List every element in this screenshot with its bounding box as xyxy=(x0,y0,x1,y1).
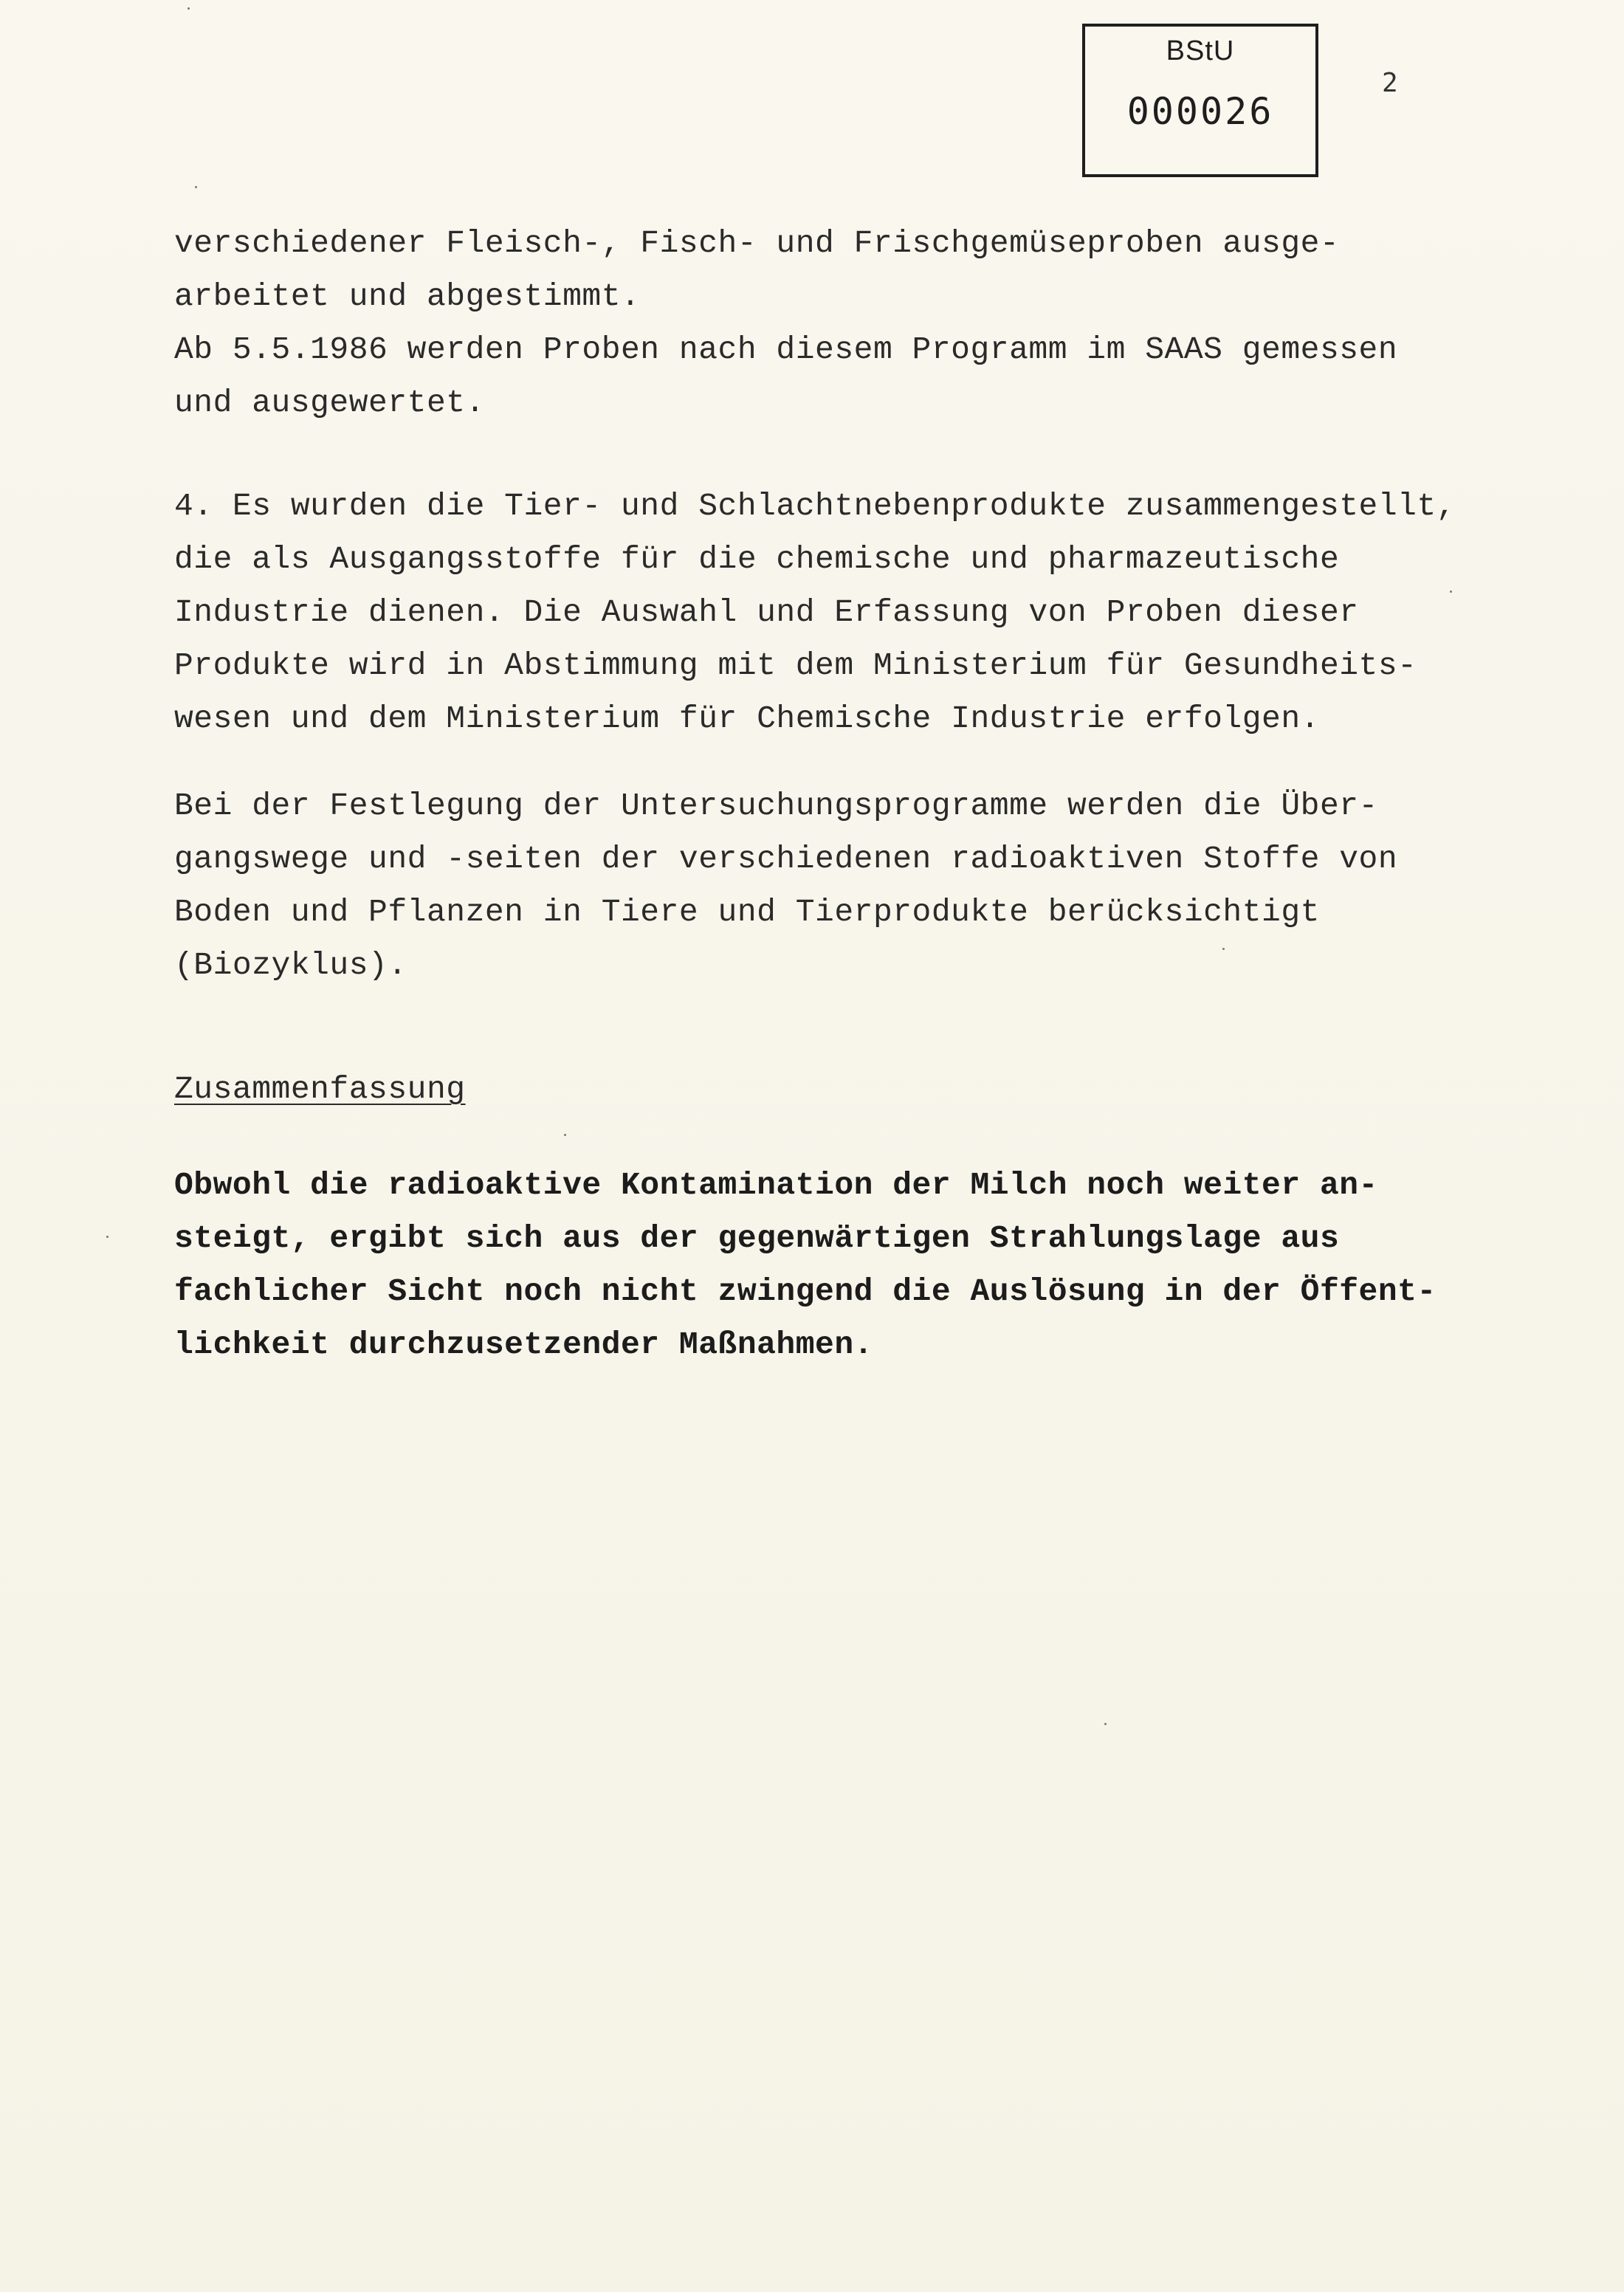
summary-heading: Zusammenfassung xyxy=(174,1071,466,1107)
paper-speck xyxy=(187,7,190,10)
text-line: Industrie dienen. Die Auswahl und Erfassung von Proben dieser xyxy=(174,594,1359,630)
text-line: Ab 5.5.1986 werden Proben nach diesem Programm im SAAS gemessen xyxy=(174,331,1398,368)
stamp-number: 000026 xyxy=(1126,90,1274,133)
text-line: Bei der Festlegung der Untersuchungsprogramme werden die Über- xyxy=(174,788,1378,824)
text-line: lichkeit durchzusetzender Maßnahmen. xyxy=(174,1326,873,1363)
paper-speck xyxy=(106,1236,109,1238)
paper-speck xyxy=(564,1134,566,1136)
text-line: Boden und Pflanzen in Tiere und Tierprodukte berücksichtigt xyxy=(174,894,1320,930)
page-number: 2 xyxy=(1382,68,1398,98)
text-line: gangswege und -seiten der verschiedenen radioaktiven Stoffe von xyxy=(174,841,1398,877)
text-line: Obwohl die radioaktive Kontamination der Milch noch weiter an- xyxy=(174,1167,1378,1203)
text-line: (Biozyklus). xyxy=(174,947,407,983)
text-line: verschiedener Fleisch-, Fisch- und Frischgemüseproben ausge- xyxy=(174,225,1340,261)
paragraph-3 xyxy=(174,780,1577,992)
paper-speck xyxy=(195,186,197,188)
text-line: arbeitet und abgestimmt. xyxy=(174,278,641,314)
paper-speck xyxy=(1450,591,1452,593)
text-line: 4. Es wurden die Tier- und Schlachtnebenprodukte zusammengestellt, xyxy=(174,488,1456,524)
text-line: Produkte wird in Abstimmung mit dem Ministerium für Gesundheits- xyxy=(174,647,1417,684)
text-line: die als Ausgangsstoffe für die chemische und pharmazeutische xyxy=(174,541,1340,577)
text-line: steigt, ergibt sich aus der gegenwärtigen Strahlungslage aus xyxy=(174,1220,1340,1256)
paper-speck xyxy=(1104,1723,1107,1725)
summary-paragraph xyxy=(174,1159,1577,1372)
text-line: fachlicher Sicht noch nicht zwingend die Auslösung in der Öffent- xyxy=(174,1273,1437,1310)
text-line: und ausgewertet. xyxy=(174,385,485,421)
stamp-label: BStU xyxy=(1166,35,1235,66)
paper-speck xyxy=(1222,948,1225,950)
paragraph-1 xyxy=(174,217,1577,430)
paragraph-2 xyxy=(174,480,1577,746)
archive-stamp xyxy=(1082,24,1318,177)
text-line: wesen und dem Ministerium für Chemische Industrie erfolgen. xyxy=(174,701,1320,737)
